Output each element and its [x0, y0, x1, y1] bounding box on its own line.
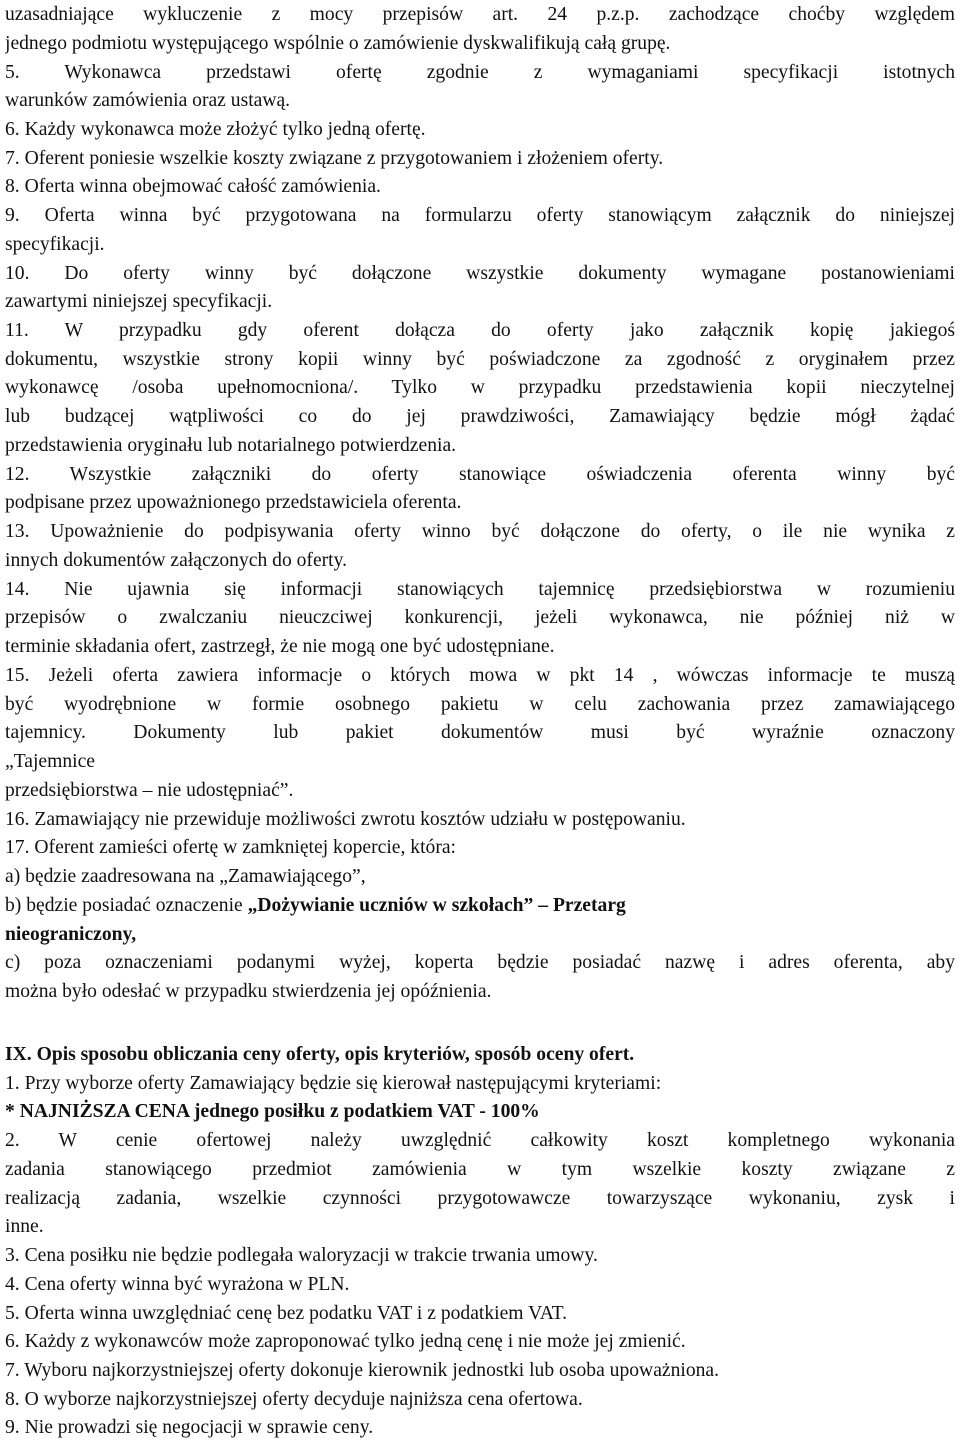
- paragraph-line: 14. Nie ujawnia się informacji stanowiących tajemnicę przedsiębiorstwa w rozumieniu: [5, 579, 955, 600]
- paragraph-line: innych dokumentów załączonych do oferty.: [5, 550, 348, 571]
- paragraph-line: 5. Wykonawca przedstawi ofertę zgodnie z wymaganiami specyfikacji istotnych: [5, 62, 955, 83]
- paragraph-line: wykonawcę /osoba upełnomocniona/. Tylko w przypadku przedstawienia kopii nieczytelnej: [5, 377, 955, 398]
- list-item: 5. Oferta winna uwzględniać cenę bez podatku VAT i z podatkiem VAT.: [5, 1303, 568, 1324]
- paragraph-line: 12. Wszystkie załączniki do oferty stanowiące oświadczenia oferenta winny być: [5, 464, 955, 485]
- paragraph-line: tajemnicy. Dokumenty lub pakiet dokumentów musi być wyraźnie oznaczony: [5, 722, 955, 743]
- envelope-label-line: [5, 891, 955, 920]
- paragraph-line: 9. Oferta winna być przygotowana na formularzu oferty stanowiącym załącznik do niniejszej: [5, 205, 955, 226]
- paragraph-line: specyfikacji.: [5, 234, 105, 255]
- paragraph-line: przedsiębiorstwa – nie udostępniać”.: [5, 780, 294, 801]
- paragraph-line: „Tajemnice: [5, 751, 96, 772]
- paragraph-line: jednego podmiotu występującego wspólnie o zamówienie dyskwalifikują całą grupę.: [5, 33, 671, 54]
- paragraph-line: 17. Oferent zamieści ofertę w zamkniętej kopercie, która:: [5, 837, 456, 858]
- paragraph-line: przepisów o zwalczaniu nieuczciwej konkurencji, jeżeli wykonawca, nie później niż w: [5, 607, 955, 628]
- list-item: zadania stanowiącego przedmiot zamówienia w tym wszelkie koszty związane z: [5, 1159, 955, 1180]
- section-heading: IX. Opis sposobu obliczania ceny oferty, opis kryteriów, sposób oceny ofert.: [5, 1044, 635, 1065]
- list-item: 3. Cena posiłku nie będzie podlegała waloryzacji w trakcie trwania umowy.: [5, 1245, 598, 1266]
- list-item: 4. Cena oferty winna być wyrażona w PLN.: [5, 1274, 350, 1295]
- paragraph-line: zawartymi niniejszej specyfikacji.: [5, 291, 273, 312]
- paragraph-line: przedstawienia oryginału lub notarialnego potwierdzenia.: [5, 435, 457, 456]
- paragraph-line: uzasadniające wykluczenie z mocy przepisów art. 24 p.z.p. zachodzące choćby względem: [5, 4, 955, 25]
- paragraph-line: 10. Do oferty winny być dołączone wszystkie dokumenty wymagane postanowieniami: [5, 263, 955, 284]
- paragraph-line: można było odesłać w przypadku stwierdzenia jej opóźnienia.: [5, 981, 492, 1002]
- list-item: realizacją zadania, wszelkie czynności przygotowawcze towarzyszące wykonaniu, zysk i: [5, 1188, 955, 1209]
- paragraph-line: a) będzie zaadresowana na „Zamawiającego”,: [5, 866, 366, 887]
- paragraph-line: 11. W przypadku gdy oferent dołącza do oferty jako załącznik kopię jakiegoś: [5, 320, 955, 341]
- list-item: inne.: [5, 1216, 44, 1237]
- list-item: 2. W cenie ofertowej należy uwzględnić całkowity koszt kompletnego wykonania: [5, 1130, 955, 1151]
- paragraph-line: lub budzącej wątpliwości co do jej prawdziwości, Zamawiający będzie mógł żądać: [5, 406, 955, 427]
- list-item: 9. Nie prowadzi się negocjacji w sprawie ceny.: [5, 1417, 374, 1438]
- paragraph-line: warunków zamówienia oraz ustawą.: [5, 90, 291, 111]
- paragraph-line: dokumentu, wszystkie strony kopii winny być poświadczone za zgodność z oryginałem przez: [5, 349, 955, 370]
- paragraph-line: 15. Jeżeli oferta zawiera informacje o których mowa w pkt 14 , wówczas informacje te muszą: [5, 665, 955, 686]
- paragraph-line: 16. Zamawiający nie przewiduje możliwości zwrotu kosztów udziału w postępowaniu.: [5, 809, 686, 830]
- paragraph-line: 8. Oferta winna obejmować całość zamówienia.: [5, 176, 381, 197]
- paragraph-line: być wyodrębnione w formie osobnego pakietu w celu zachowania przez zamawiającego: [5, 694, 955, 715]
- paragraph-line: c) poza oznaczeniami podanymi wyżej, koperta będzie posiadać nazwę i adres oferenta, aby: [5, 952, 955, 973]
- envelope-label-continuation: nieograniczony,: [5, 924, 137, 945]
- paragraph-line: 13. Upoważnienie do podpisywania oferty winno być dołączone do oferty, o ile nie wynika z: [5, 521, 955, 542]
- paragraph-line: 6. Każdy wykonawca może złożyć tylko jedną ofertę.: [5, 119, 426, 140]
- criterion-line: * NAJNIŻSZA CENA jednego posiłku z podatkiem VAT - 100%: [5, 1101, 540, 1122]
- paragraph-line: terminie składania ofert, zastrzegł, że nie mogą one być udostępniane.: [5, 636, 555, 657]
- paragraph-line: podpisane przez upoważnionego przedstawiciela oferenta.: [5, 492, 462, 513]
- envelope-label-prefix: b) będzie posiadać oznaczenie: [5, 895, 248, 916]
- list-item: 8. O wyborze najkorzystniejszej oferty decyduje najniższa cena ofertowa.: [5, 1389, 583, 1410]
- list-item: 1. Przy wyborze oferty Zamawiający będzie się kierował następującymi kryteriami:: [5, 1073, 662, 1094]
- envelope-label-bold: „Dożywianie uczniów w szkołach” – Przetarg: [247, 895, 626, 916]
- paragraph-line: 7. Oferent poniesie wszelkie koszty związane z przygotowaniem i złożeniem oferty.: [5, 148, 664, 169]
- list-item: 6. Każdy z wykonawców może zaproponować tylko jedną cenę i nie może jej zmienić.: [5, 1331, 686, 1352]
- list-item: 7. Wyboru najkorzystniejszej oferty dokonuje kierownik jednostki lub osoba upoważniona.: [5, 1360, 720, 1381]
